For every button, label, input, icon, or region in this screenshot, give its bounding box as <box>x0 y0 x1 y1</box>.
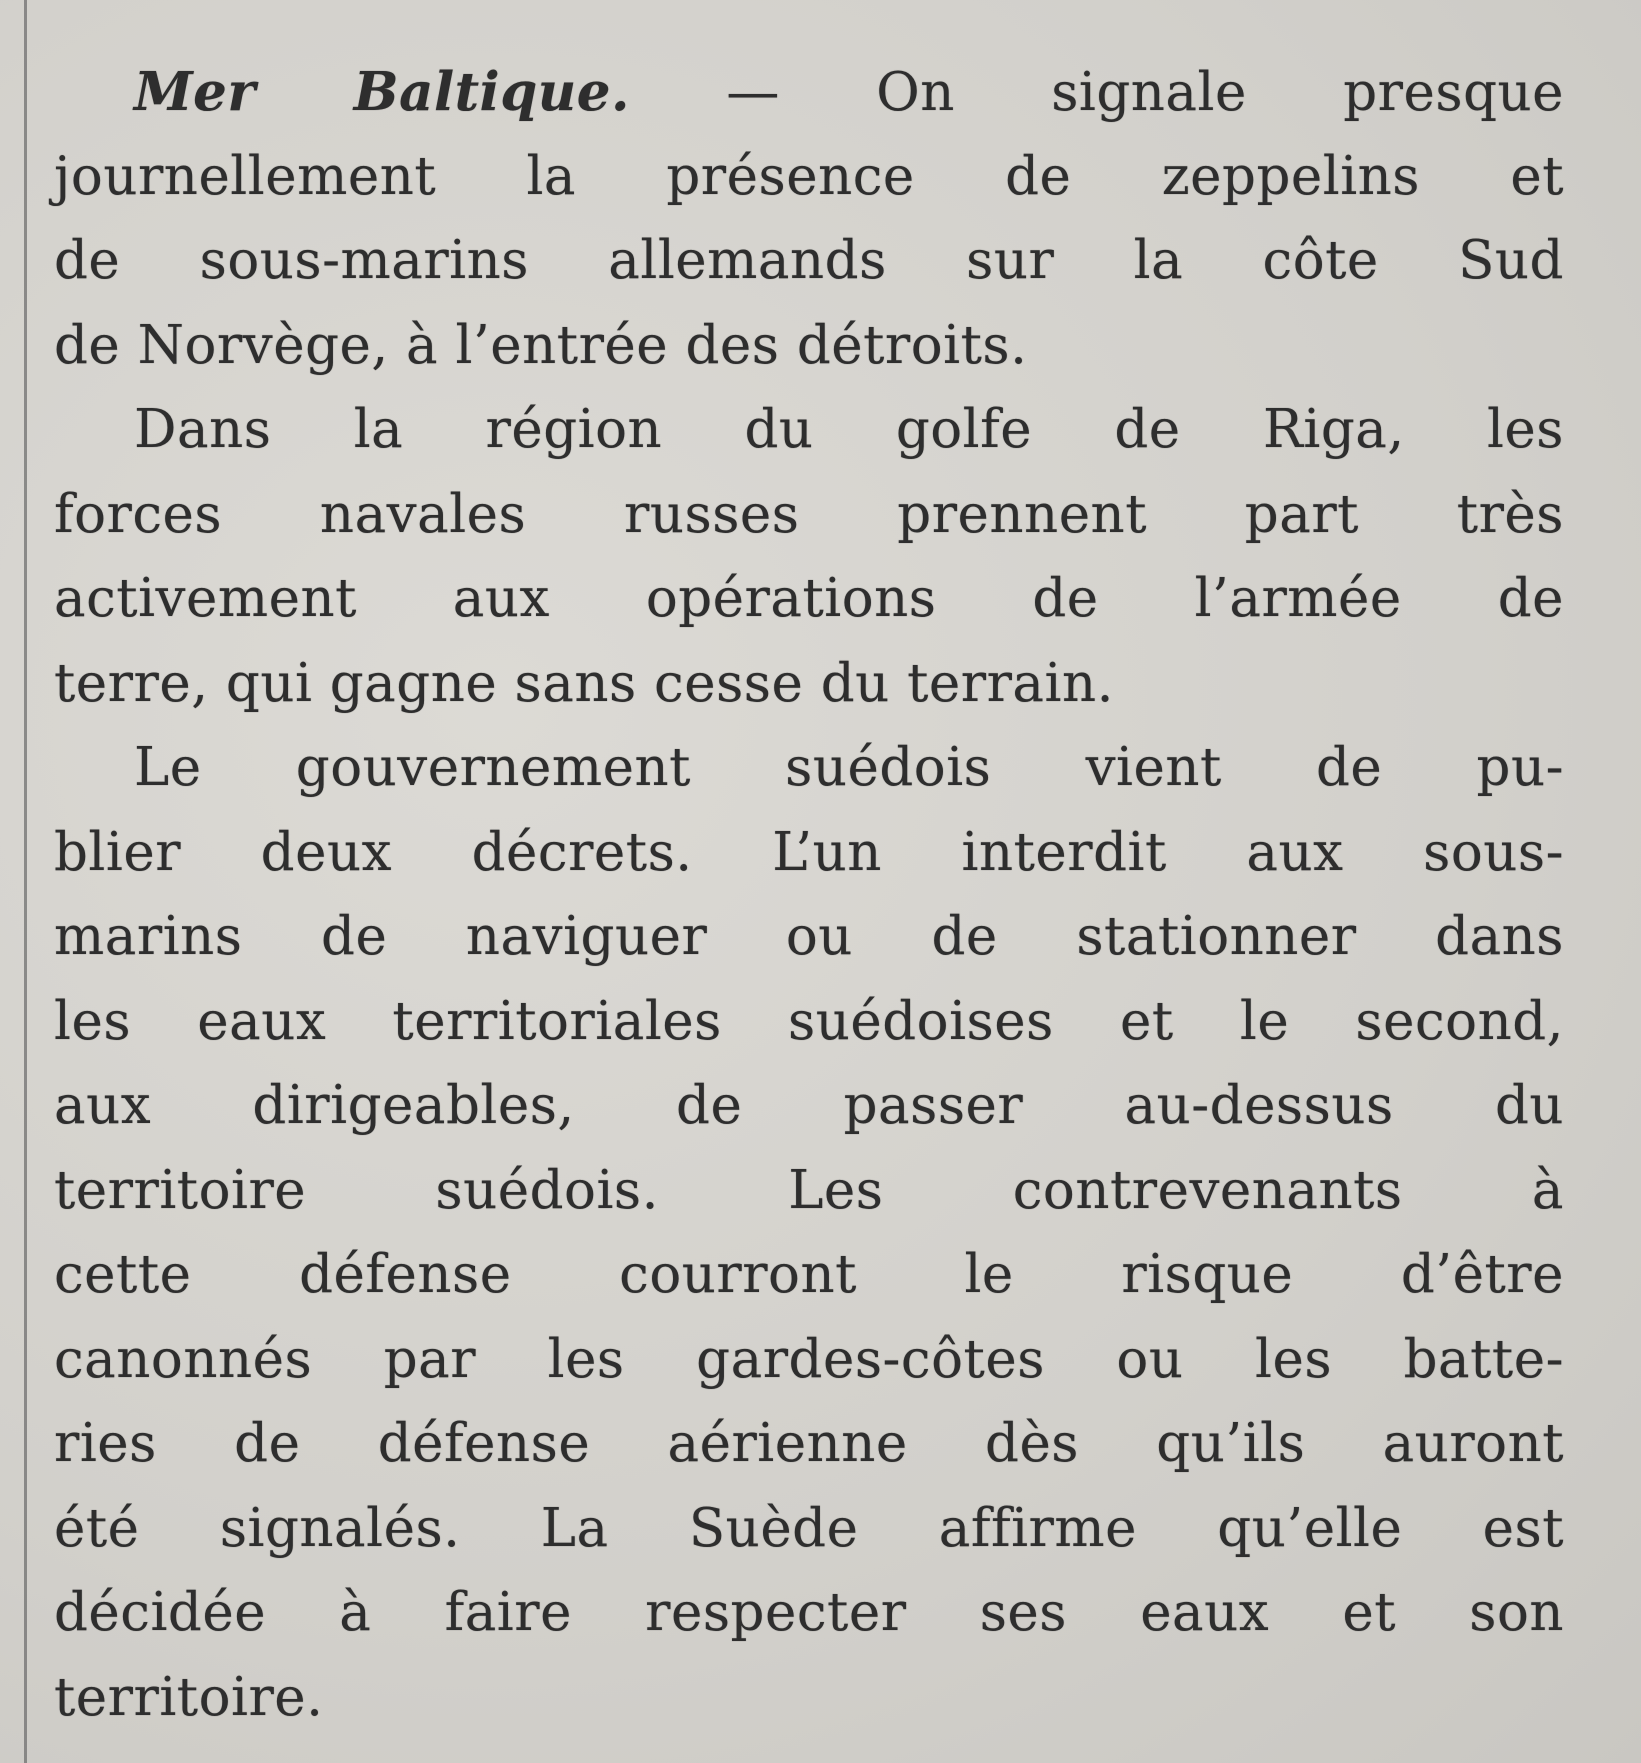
paragraph-1-line <box>54 50 1564 135</box>
paragraph-3-line: décidée à faire respecter ses eaux et son <box>54 1582 1564 1643</box>
paragraph-3-line: territoire suédois. Les contrevenants à <box>54 1159 1564 1221</box>
paragraph-3-line: marins de naviguer ou de stationner dans <box>54 906 1564 967</box>
paragraph-1-line: de Norvège, à l’entrée des détroits. <box>54 314 1028 376</box>
paragraph-3-line: territoire. <box>54 1666 324 1728</box>
paragraph-3-line: été signalés. La Suède affirme qu’elle est <box>54 1497 1564 1559</box>
paragraph-1-line: journellement la présence de zeppelins et <box>54 145 1564 207</box>
paragraph-2-line: terre, qui gagne sans cesse du terrain. <box>54 652 1114 714</box>
column-rule <box>24 0 27 1763</box>
paragraph-3-line: blier deux décrets. L’un interdit aux sous- <box>54 821 1564 883</box>
paragraph-3-line: Le gouvernement suédois vient de pu- <box>134 737 1564 798</box>
paragraph-1-line: de sous-marins allemands sur la côte Sud <box>54 230 1564 291</box>
article-column <box>54 50 1564 1740</box>
article-heading: Mer Baltique. <box>134 61 630 123</box>
paragraph-3-line: aux dirigeables, de passer au-dessus du <box>54 1075 1564 1136</box>
paragraph-3-line: ries de défense aérienne dès qu’ils auront <box>54 1413 1564 1474</box>
paragraph-3-line: cette défense courront le risque d’être <box>54 1244 1564 1305</box>
paragraph-2-line: Dans la région du golfe de Riga, les <box>134 399 1564 460</box>
line-text: — On signale presque <box>629 62 1564 123</box>
paragraph-2-line: activement aux opérations de l’armée de <box>54 568 1564 629</box>
paragraph-2-line: forces navales russes prennent part très <box>54 483 1564 545</box>
paragraph-3-line: les eaux territoriales suédoises et le second, <box>54 990 1564 1052</box>
paragraph-3-line: canonnés par les gardes-côtes ou les batte- <box>54 1328 1564 1390</box>
